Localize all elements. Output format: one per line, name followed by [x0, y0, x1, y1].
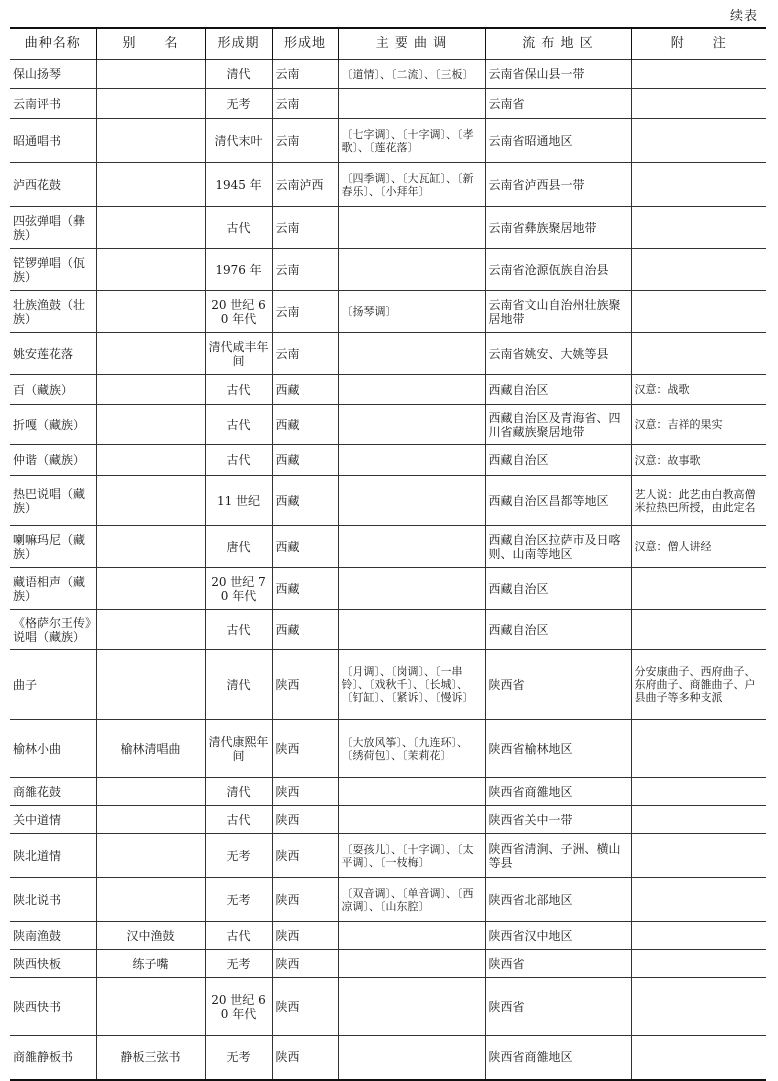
cell-region: 云南省姚安、大姚等县 — [485, 333, 631, 375]
cell-name: 商雒静板书 — [10, 1036, 96, 1080]
cell-tunes: 〔道情〕、〔二流〕、〔三板〕 — [338, 60, 485, 89]
cell-alias — [96, 249, 205, 291]
cell-name: 姚安莲花落 — [10, 333, 96, 375]
cell-name: 陕西快书 — [10, 978, 96, 1036]
cell-region: 云南省 — [485, 89, 631, 119]
cell-region: 陕西省北部地区 — [485, 878, 631, 922]
cell-region: 陕西省商雒地区 — [485, 1036, 631, 1080]
cell-alias — [96, 405, 205, 445]
cell-tunes: 〔月调〕、〔岗调〕、〔一串铃〕、〔戏秋千〕、〔长城〕、〔钉缸〕、〔紧诉〕、〔慢诉〕 — [338, 650, 485, 720]
cell-name: 铓锣弹唱（佤族） — [10, 249, 96, 291]
cell-tunes — [338, 568, 485, 610]
table-row — [10, 119, 766, 163]
cell-note — [631, 163, 766, 207]
cell-note — [631, 291, 766, 333]
cell-note — [631, 60, 766, 89]
cell-note — [631, 249, 766, 291]
cell-period: 无考 — [205, 1036, 272, 1080]
cell-note — [631, 207, 766, 249]
cell-name: 四弦弹唱（彝族） — [10, 207, 96, 249]
cell-alias: 练子嘴 — [96, 950, 205, 978]
cell-name: 关中道情 — [10, 806, 96, 834]
quyi-table — [10, 27, 766, 1081]
table-row — [10, 445, 766, 476]
table-row — [10, 526, 766, 568]
cell-tunes — [338, 610, 485, 650]
cell-alias — [96, 778, 205, 806]
cell-name: 榆林小曲 — [10, 720, 96, 778]
cell-tunes — [338, 922, 485, 950]
cell-origin: 西藏 — [272, 375, 338, 405]
cell-region: 云南省保山县一带 — [485, 60, 631, 89]
cell-tunes: 〔七字调〕、〔十字调〕、〔孝歌〕、〔莲花落〕 — [338, 119, 485, 163]
cell-name: 陕西快板 — [10, 950, 96, 978]
cell-period: 古代 — [205, 375, 272, 405]
cell-note — [631, 568, 766, 610]
cell-period: 无考 — [205, 950, 272, 978]
cell-period: 无考 — [205, 878, 272, 922]
table-row — [10, 610, 766, 650]
cell-tunes — [338, 950, 485, 978]
cell-period: 1976 年 — [205, 249, 272, 291]
cell-note — [631, 333, 766, 375]
continued-label: 续表 — [729, 9, 758, 24]
cell-tunes — [338, 526, 485, 568]
cell-period: 清代末叶 — [205, 119, 272, 163]
header-name: 曲种名称 — [24, 36, 81, 51]
cell-alias — [96, 445, 205, 476]
cell-origin: 陕西 — [272, 950, 338, 978]
cell-tunes — [338, 978, 485, 1036]
cell-name: 云南评书 — [10, 89, 96, 119]
table-row — [10, 375, 766, 405]
cell-name: 仲谐（藏族） — [10, 445, 96, 476]
cell-tunes — [338, 405, 485, 445]
cell-origin: 西藏 — [272, 445, 338, 476]
cell-note — [631, 834, 766, 878]
cell-note — [631, 610, 766, 650]
table-row — [10, 333, 766, 375]
cell-name: 百（藏族） — [10, 375, 96, 405]
cell-region: 西藏自治区 — [485, 375, 631, 405]
header-alias: 别 名 — [96, 28, 205, 60]
cell-note: 汉意：战歌 — [631, 375, 766, 405]
cell-period: 无考 — [205, 834, 272, 878]
cell-tunes — [338, 249, 485, 291]
cell-period: 清代 — [205, 60, 272, 89]
header-row — [10, 28, 766, 60]
cell-period: 唐代 — [205, 526, 272, 568]
cell-alias — [96, 878, 205, 922]
cell-alias — [96, 207, 205, 249]
cell-alias — [96, 89, 205, 119]
cell-origin: 西藏 — [272, 476, 338, 526]
cell-alias — [96, 978, 205, 1036]
cell-region: 陕西省汉中地区 — [485, 922, 631, 950]
cell-alias — [96, 163, 205, 207]
cell-origin: 陕西 — [272, 806, 338, 834]
cell-note — [631, 978, 766, 1036]
cell-period: 20 世纪 60 年代 — [205, 291, 272, 333]
cell-origin: 陕西 — [272, 720, 338, 778]
cell-origin: 陕西 — [272, 922, 338, 950]
table-row — [10, 778, 766, 806]
cell-period: 11 世纪 — [205, 476, 272, 526]
cell-name: 《格萨尔王传》说唱（藏族） — [10, 610, 96, 650]
cell-note: 汉意：吉祥的果实 — [631, 405, 766, 445]
cell-name: 泸西花鼓 — [10, 163, 96, 207]
cell-tunes — [338, 207, 485, 249]
table-row — [10, 1036, 766, 1080]
table-row — [10, 89, 766, 119]
cell-period: 20 世纪 60 年代 — [205, 978, 272, 1036]
cell-region: 云南省沧源佤族自治县 — [485, 249, 631, 291]
table-row — [10, 720, 766, 778]
cell-period: 古代 — [205, 610, 272, 650]
cell-tunes: 〔耍孩儿〕、〔十字调〕、〔太平调〕、〔一枝梅〕 — [338, 834, 485, 878]
table-row — [10, 163, 766, 207]
cell-region: 陕西省 — [485, 978, 631, 1036]
table-row — [10, 806, 766, 834]
table-row — [10, 834, 766, 878]
cell-alias: 榆林清唱曲 — [96, 720, 205, 778]
cell-name: 壮族渔鼓（壮族） — [10, 291, 96, 333]
table-row — [10, 878, 766, 922]
cell-origin: 陕西 — [272, 778, 338, 806]
header-period: 形成期 — [205, 28, 272, 60]
cell-origin: 云南 — [272, 249, 338, 291]
cell-tunes — [338, 375, 485, 405]
table-row — [10, 405, 766, 445]
table-row — [10, 568, 766, 610]
cell-alias — [96, 610, 205, 650]
table-row — [10, 476, 766, 526]
cell-note: 艺人说：此艺由白教高僧米拉热巴所授，由此定名 — [631, 476, 766, 526]
cell-region: 陕西省 — [485, 650, 631, 720]
table-row — [10, 207, 766, 249]
cell-name: 陕南渔鼓 — [10, 922, 96, 950]
cell-period: 清代康熙年间 — [205, 720, 272, 778]
cell-name: 藏语相声（藏族） — [10, 568, 96, 610]
cell-origin: 云南泸西 — [272, 163, 338, 207]
cell-note — [631, 878, 766, 922]
cell-name: 热巴说唱（藏族） — [10, 476, 96, 526]
cell-tunes — [338, 333, 485, 375]
cell-note — [631, 89, 766, 119]
cell-alias — [96, 834, 205, 878]
cell-note — [631, 119, 766, 163]
cell-region: 云南省泸西县一带 — [485, 163, 631, 207]
cell-period: 20 世纪 70 年代 — [205, 568, 272, 610]
cell-origin: 西藏 — [272, 526, 338, 568]
cell-region: 云南省昭通地区 — [485, 119, 631, 163]
cell-region: 陕西省商雒地区 — [485, 778, 631, 806]
cell-note: 汉意：故事歌 — [631, 445, 766, 476]
cell-note — [631, 950, 766, 978]
cell-region: 陕西省清涧、子洲、横山等县 — [485, 834, 631, 878]
cell-period: 1945 年 — [205, 163, 272, 207]
cell-note — [631, 720, 766, 778]
cell-alias: 汉中渔鼓 — [96, 922, 205, 950]
cell-alias — [96, 291, 205, 333]
cell-alias — [96, 476, 205, 526]
header-tunes: 主 要 曲 调 — [338, 28, 485, 60]
cell-note — [631, 806, 766, 834]
cell-alias — [96, 568, 205, 610]
cell-alias — [96, 119, 205, 163]
cell-period: 古代 — [205, 806, 272, 834]
cell-note — [631, 778, 766, 806]
cell-region: 西藏自治区拉萨市及日喀则、山南等地区 — [485, 526, 631, 568]
table-row — [10, 60, 766, 89]
cell-region: 西藏自治区及青海省、四川省藏族聚居地带 — [485, 405, 631, 445]
cell-region: 西藏自治区昌都等地区 — [485, 476, 631, 526]
cell-alias: 静板三弦书 — [96, 1036, 205, 1080]
cell-region: 陕西省榆林地区 — [485, 720, 631, 778]
header-note: 附 注 — [631, 28, 766, 60]
table-row — [10, 978, 766, 1036]
cell-origin: 云南 — [272, 89, 338, 119]
cell-region: 西藏自治区 — [485, 445, 631, 476]
cell-origin: 陕西 — [272, 1036, 338, 1080]
cell-tunes — [338, 476, 485, 526]
cell-tunes — [338, 778, 485, 806]
cell-region: 陕西省关中一带 — [485, 806, 631, 834]
cell-region: 云南省文山自治州壮族聚居地带 — [485, 291, 631, 333]
cell-alias — [96, 650, 205, 720]
table-row — [10, 291, 766, 333]
cell-alias — [96, 60, 205, 89]
cell-tunes — [338, 1036, 485, 1080]
cell-region: 陕西省 — [485, 950, 631, 978]
cell-alias — [96, 375, 205, 405]
cell-region: 西藏自治区 — [485, 610, 631, 650]
cell-alias — [96, 526, 205, 568]
cell-origin: 西藏 — [272, 610, 338, 650]
cell-name: 曲子 — [10, 650, 96, 720]
table-row — [10, 950, 766, 978]
cell-period: 古代 — [205, 207, 272, 249]
cell-origin: 云南 — [272, 333, 338, 375]
cell-period: 清代咸丰年间 — [205, 333, 272, 375]
cell-period: 古代 — [205, 922, 272, 950]
cell-origin: 西藏 — [272, 568, 338, 610]
cell-period: 清代 — [205, 650, 272, 720]
cell-tunes — [338, 806, 485, 834]
cell-origin: 西藏 — [272, 405, 338, 445]
table-row — [10, 922, 766, 950]
cell-name: 商雒花鼓 — [10, 778, 96, 806]
cell-origin: 陕西 — [272, 650, 338, 720]
cell-period: 无考 — [205, 89, 272, 119]
table-row — [10, 650, 766, 720]
cell-tunes — [338, 445, 485, 476]
cell-name: 喇嘛玛尼（藏族） — [10, 526, 96, 568]
cell-origin: 陕西 — [272, 834, 338, 878]
cell-name: 陕北道情 — [10, 834, 96, 878]
cell-origin: 云南 — [272, 60, 338, 89]
cell-origin: 云南 — [272, 119, 338, 163]
cell-alias — [96, 806, 205, 834]
cell-region: 西藏自治区 — [485, 568, 631, 610]
cell-name: 昭通唱书 — [10, 119, 96, 163]
cell-alias — [96, 333, 205, 375]
cell-region: 云南省彝族聚居地带 — [485, 207, 631, 249]
cell-note: 汉意：僧人讲经 — [631, 526, 766, 568]
cell-name: 折嘎（藏族） — [10, 405, 96, 445]
cell-origin: 云南 — [272, 207, 338, 249]
table-row — [10, 249, 766, 291]
cell-name: 保山扬琴 — [10, 60, 96, 89]
cell-period: 古代 — [205, 445, 272, 476]
cell-origin: 陕西 — [272, 878, 338, 922]
cell-period: 清代 — [205, 778, 272, 806]
cell-tunes — [338, 89, 485, 119]
cell-origin: 陕西 — [272, 978, 338, 1036]
cell-tunes: 〔扬琴调〕 — [338, 291, 485, 333]
cell-tunes: 〔大放风筝〕、〔九连环〕、〔绣荷包〕、〔茉莉花〕 — [338, 720, 485, 778]
cell-note: 分安康曲子、西府曲子、东府曲子、商雒曲子、户县曲子等多种支派 — [631, 650, 766, 720]
cell-note — [631, 1036, 766, 1080]
cell-tunes: 〔四季调〕、〔大瓦缸〕、〔新春乐〕、〔小拜年〕 — [338, 163, 485, 207]
cell-tunes: 〔双音调〕、〔单音调〕、〔西凉调〕、〔山东腔〕 — [338, 878, 485, 922]
cell-period: 古代 — [205, 405, 272, 445]
header-region: 流 布 地 区 — [485, 28, 631, 60]
header-origin: 形成地 — [272, 28, 338, 60]
cell-note — [631, 922, 766, 950]
cell-origin: 云南 — [272, 291, 338, 333]
cell-name: 陕北说书 — [10, 878, 96, 922]
